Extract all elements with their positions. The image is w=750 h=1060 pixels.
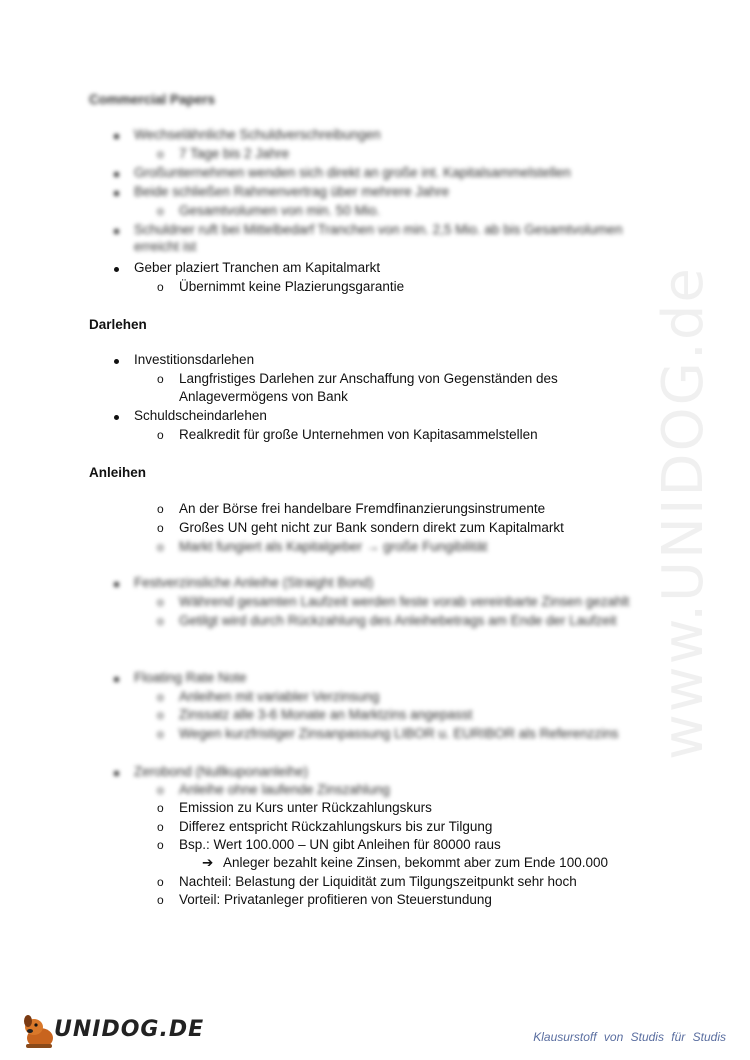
arrow-right-icon: ➔ — [202, 855, 214, 870]
list-item: Investitionsdarlehen — [134, 352, 255, 367]
circle-bullet-icon: o — [157, 875, 164, 889]
circle-bullet-icon: o — [157, 147, 164, 161]
list-item: Anleihe ohne laufende Zinszahlung — [179, 782, 390, 797]
list-item: Zerobond (Nullkuponanleihe) — [134, 764, 309, 779]
list-item: erreicht ist — [134, 239, 197, 254]
list-item: Differez entspricht Rückzahlungskurs bis zur Tilgung — [179, 819, 493, 834]
footer-tagline: Klausurstoff von Studis für Studis — [533, 1030, 726, 1044]
circle-bullet-icon: o — [157, 204, 164, 218]
bullet-icon — [114, 172, 119, 177]
list-item: Festverzinsliche Anleihe (Straight Bond) — [134, 575, 374, 590]
list-item: Wechselähnliche Schuldverschreibungen — [134, 127, 381, 142]
bullet-icon — [114, 582, 119, 587]
list-item: Während gesamten Laufzeit werden feste vorab vereinbarte Zinsen gezahlt — [179, 594, 630, 609]
circle-bullet-icon: o — [157, 614, 164, 628]
list-item: Langfristiges Darlehen zur Anschaffung von Gegenständen des — [179, 371, 558, 386]
bullet-icon — [114, 677, 119, 682]
circle-bullet-icon: o — [157, 690, 164, 704]
list-item: Großes UN geht nicht zur Bank sondern direkt zum Kapitalmarkt — [179, 520, 564, 535]
list-item: Wegen kurzfristiger Zinsanpassung LIBOR u. EURIBOR als Referenzzins — [179, 726, 619, 741]
circle-bullet-icon: o — [157, 838, 164, 852]
circle-bullet-icon: o — [157, 540, 164, 554]
list-item: Anlagevermögens von Bank — [179, 389, 348, 404]
circle-bullet-icon: o — [157, 428, 164, 442]
list-item: Schuldscheindarlehen — [134, 408, 267, 423]
bullet-icon — [114, 359, 119, 364]
logo-text: UNIDOG.DE — [54, 1017, 205, 1042]
bullet-icon — [114, 229, 119, 234]
circle-bullet-icon: o — [157, 595, 164, 609]
circle-bullet-icon: o — [157, 893, 164, 907]
circle-bullet-icon: o — [157, 708, 164, 722]
list-item: Geber plaziert Tranchen am Kapitalmarkt — [134, 260, 381, 275]
list-item: An der Börse frei handelbare Fremdfinanzierungsinstrumente — [179, 501, 546, 516]
list-item: Emission zu Kurs unter Rückzahlungskurs — [179, 800, 432, 815]
bullet-icon — [114, 771, 119, 776]
list-item: Beide schließen Rahmenvertrag über mehrere Jahre — [134, 184, 450, 199]
circle-bullet-icon: o — [157, 521, 164, 535]
heading-commercial-papers: Commercial Papers — [89, 92, 216, 107]
list-item: Nachteil: Belastung der Liquidität zum Tilgungszeitpunkt sehr hoch — [179, 874, 577, 889]
circle-bullet-icon: o — [157, 820, 164, 834]
list-item: 7 Tage bis 2 Jahre — [179, 146, 290, 161]
circle-bullet-icon: o — [157, 783, 164, 797]
bullet-icon — [114, 134, 119, 139]
circle-bullet-icon: o — [157, 727, 164, 741]
circle-bullet-icon: o — [157, 372, 164, 386]
list-item: Getilgt wird durch Rückzahlung des Anleihebetrags am Ende der Laufzeit — [179, 613, 617, 628]
heading-darlehen: Darlehen — [89, 317, 147, 332]
list-item: Gesamtvolumen von min. 50 Mio. — [179, 203, 381, 218]
circle-bullet-icon: o — [157, 801, 164, 815]
list-item: Anleger bezahlt keine Zinsen, bekommt aber zum Ende 100.000 — [223, 855, 608, 870]
list-item: Großunternehmen wenden sich direkt an große int. Kapitalsammelstellen — [134, 165, 571, 180]
bullet-icon — [114, 267, 119, 272]
list-item: Zinssatz alle 3-6 Monate an Marktzins angepasst — [179, 707, 473, 722]
list-item: Schuldner ruft bei Mittelbedarf Tranchen von min. 2,5 Mio. ab bis Gesamtvolumen — [134, 222, 623, 237]
list-item: Realkredit für große Unternehmen von Kapitasammelstellen — [179, 427, 538, 442]
list-item: Markt fungiert als Kapitalgeber → große Fungibilität — [179, 539, 488, 554]
bullet-icon — [114, 415, 119, 420]
circle-bullet-icon: o — [157, 502, 164, 516]
list-item: Bsp.: Wert 100.000 – UN gibt Anleihen für 80000 raus — [179, 837, 501, 852]
list-item: Floating Rate Note — [134, 670, 247, 685]
circle-bullet-icon: o — [157, 280, 164, 294]
list-item: Übernimmt keine Plazierungsgarantie — [179, 279, 405, 294]
heading-anleihen: Anleihen — [89, 465, 147, 480]
list-item: Anleihen mit variabler Verzinsung — [179, 689, 380, 704]
bullet-icon — [114, 191, 119, 196]
watermark-text: www.UNIDOG.de — [651, 266, 716, 760]
list-item: Vorteil: Privatanleger profitieren von Steuerstundung — [179, 892, 492, 907]
dog-icon — [24, 1015, 53, 1048]
